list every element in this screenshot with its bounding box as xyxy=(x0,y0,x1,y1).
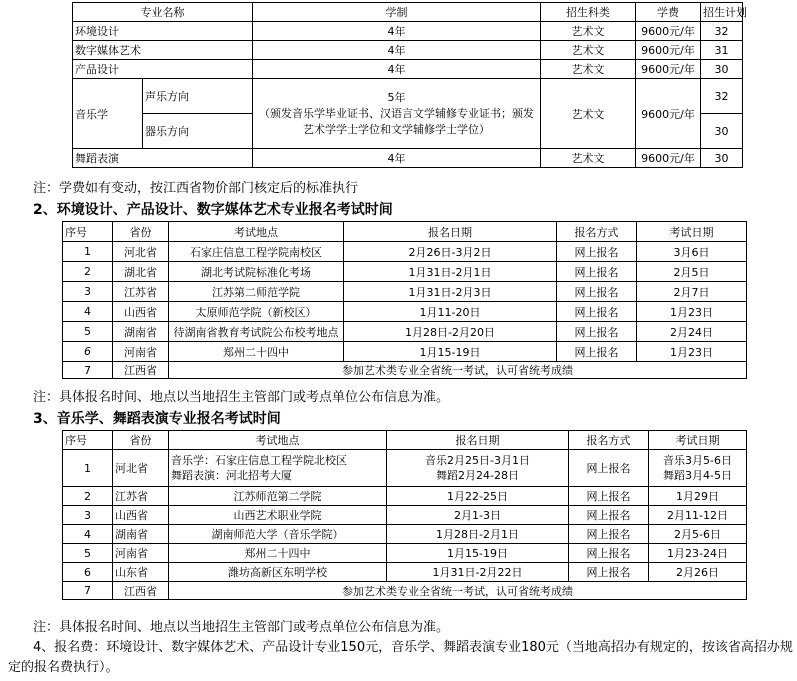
sub-direction: 器乐方向 xyxy=(143,114,253,149)
registration-fee-paragraph: 4、报名费：环境设计、数字媒体艺术、产品设计专业150元，音乐学、舞蹈表演专业180元（当地高招办有规定的，按该省高招办规定的报名费执行）。 xyxy=(8,640,793,675)
reg-date: 2月1-3日 xyxy=(387,506,569,525)
reg-date xyxy=(387,450,569,487)
exam-place: 山西艺术职业学院 xyxy=(169,506,387,525)
plan: 31 xyxy=(701,41,743,60)
exam-place xyxy=(169,450,387,487)
province: 湖北省 xyxy=(113,262,169,282)
row-no: 4 xyxy=(63,302,113,322)
exam-place-music: 音乐学：石家庄信息工程学院北校区 xyxy=(171,454,347,467)
province: 江苏省 xyxy=(113,282,169,302)
exam-date: 2月5日 xyxy=(637,262,747,282)
table-row xyxy=(63,487,747,506)
exam-place: 江苏第二师范学院 xyxy=(169,282,344,302)
table-row xyxy=(73,41,743,60)
reg-method: 网上报名 xyxy=(569,487,649,506)
province: 河北省 xyxy=(113,450,169,487)
header-no: 序号 xyxy=(63,431,113,450)
major-name: 数字媒体艺术 xyxy=(73,41,253,60)
schedule-note: 注：具体报名时间、地点以当地招生主管部门或考点单位公布信息为准。 xyxy=(33,620,450,635)
reg-date: 1月22-25日 xyxy=(387,487,569,506)
table-row xyxy=(73,149,743,168)
header-province: 省份 xyxy=(113,431,169,450)
header-province: 省份 xyxy=(113,222,169,242)
exam-place: 江苏师范第二学院 xyxy=(169,487,387,506)
years-note: 5年 （颁发音乐学毕业证书、汉语言文学辅修专业证书；颁发艺术学学士学位和文学辅修学士学位） xyxy=(253,79,541,149)
reg-method: 网上报名 xyxy=(569,506,649,525)
header-place: 考试地点 xyxy=(169,222,344,242)
exam-schedule-table-music xyxy=(62,430,747,600)
category: 艺术文 xyxy=(541,60,636,79)
table-row xyxy=(63,450,747,487)
category: 艺术文 xyxy=(541,79,636,149)
fee: 9600元/年 xyxy=(636,79,701,149)
exam-place: 湖北考试院标准化考场 xyxy=(169,262,344,282)
fee: 9600元/年 xyxy=(636,41,701,60)
province: 江西省 xyxy=(113,582,169,600)
exam-date: 1月23日 xyxy=(637,302,747,322)
province: 河南省 xyxy=(113,342,169,362)
major-name: 音乐学 xyxy=(73,79,143,149)
header-reg-date: 报名日期 xyxy=(387,431,569,450)
table-row xyxy=(63,242,747,262)
reg-date: 1月28日-2月1日 xyxy=(387,525,569,544)
header-method: 报名方式 xyxy=(557,222,637,242)
table-row xyxy=(73,60,743,79)
category: 艺术文 xyxy=(541,41,636,60)
row-no: 5 xyxy=(63,322,113,342)
years: 4年 xyxy=(253,22,541,41)
row-no: 5 xyxy=(63,544,113,563)
table-row xyxy=(63,506,747,525)
header-reg-date: 报名日期 xyxy=(344,222,557,242)
major-name: 产品设计 xyxy=(73,60,253,79)
fee: 9600元/年 xyxy=(636,60,701,79)
exam-place: 郑州二十四中 xyxy=(169,544,387,563)
header-method: 报名方式 xyxy=(569,431,649,450)
category: 艺术文 xyxy=(541,149,636,168)
exam-place: 郑州二十四中 xyxy=(169,342,344,362)
years: 4年 xyxy=(253,60,541,79)
header-place: 考试地点 xyxy=(169,431,387,450)
row-no: 2 xyxy=(63,262,113,282)
header-exam-date: 考试日期 xyxy=(637,222,747,242)
province: 河北省 xyxy=(113,242,169,262)
header-plan: 招生计划 xyxy=(701,3,743,22)
header-exam-date: 考试日期 xyxy=(649,431,747,450)
province: 山西省 xyxy=(113,302,169,322)
fee-note: 注：学费如有变动，按江西省物价部门核定后的标准执行 xyxy=(33,181,359,196)
majors-table xyxy=(72,2,747,168)
table-row xyxy=(63,322,747,342)
reg-method: 网上报名 xyxy=(557,322,637,342)
plan: 32 xyxy=(701,79,743,114)
row-no: 3 xyxy=(63,282,113,302)
reg-date: 1月11-20日 xyxy=(344,302,557,322)
exam-date: 2月7日 xyxy=(637,282,747,302)
table-header-row xyxy=(63,431,747,450)
fee: 9600元/年 xyxy=(636,149,701,168)
row-no: 7 xyxy=(63,362,113,379)
reg-method: 网上报名 xyxy=(569,525,649,544)
sub-direction: 声乐方向 xyxy=(143,79,253,114)
row-no: 1 xyxy=(63,450,113,487)
exam-place: 湖南师范大学（音乐学院） xyxy=(169,525,387,544)
header-no: 序号 xyxy=(63,222,113,242)
table-row xyxy=(63,302,747,322)
exam-date-music: 音乐3月5-6日 xyxy=(663,454,732,467)
reg-method: 网上报名 xyxy=(569,544,649,563)
table-row xyxy=(63,282,747,302)
table-header-row xyxy=(73,3,743,22)
header-category: 招生科类 xyxy=(541,3,636,22)
row-no: 7 xyxy=(63,582,113,600)
reg-date: 1月28日-2月20日 xyxy=(344,322,557,342)
exam-date: 2月24日 xyxy=(637,322,747,342)
table-row xyxy=(63,262,747,282)
category: 艺术文 xyxy=(541,22,636,41)
row-no: 3 xyxy=(63,506,113,525)
major-name: 环境设计 xyxy=(73,22,253,41)
exam-place: 石家庄信息工程学院南校区 xyxy=(169,242,344,262)
exam-date-dance: 舞蹈3月4-5日 xyxy=(663,469,732,482)
reg-method: 网上报名 xyxy=(557,342,637,362)
exam-place: 待湖南省教育考试院公布校考地点 xyxy=(169,322,344,342)
province: 河南省 xyxy=(113,544,169,563)
exam-date: 1月23日 xyxy=(637,342,747,362)
reg-method: 网上报名 xyxy=(557,242,637,262)
years: 4年 xyxy=(253,149,541,168)
row-no: 6 xyxy=(63,563,113,582)
plan: 30 xyxy=(701,149,743,168)
province: 江西省 xyxy=(113,362,169,379)
province: 江苏省 xyxy=(113,487,169,506)
plan: 32 xyxy=(701,22,743,41)
province: 山西省 xyxy=(113,506,169,525)
table-row xyxy=(73,22,743,41)
reg-date: 1月15-19日 xyxy=(344,342,557,362)
unified-exam-note: 参加艺术类专业全省统一考试，认可省统考成绩 xyxy=(169,362,747,379)
table-row xyxy=(63,342,747,362)
reg-date: 1月31日-2月1日 xyxy=(344,262,557,282)
exam-date: 2月5-6日 xyxy=(649,525,747,544)
reg-method: 网上报名 xyxy=(569,450,649,487)
years: 4年 xyxy=(253,41,541,60)
exam-date: 1月29日 xyxy=(649,487,747,506)
exam-date: 2月26日 xyxy=(649,563,747,582)
exam-place-dance: 舞蹈表演：河北招考大厦 xyxy=(171,469,292,482)
reg-date-music: 音乐2月25日-3月1日 xyxy=(425,454,530,467)
header-years: 学制 xyxy=(253,3,541,22)
table-row xyxy=(63,582,747,600)
reg-method: 网上报名 xyxy=(557,302,637,322)
reg-date: 2月26日-3月2日 xyxy=(344,242,557,262)
exam-place: 太原师范学院（新校区） xyxy=(169,302,344,322)
table-row xyxy=(63,525,747,544)
reg-method: 网上报名 xyxy=(557,262,637,282)
table-header-row xyxy=(63,222,747,242)
plan: 30 xyxy=(701,114,743,149)
reg-method: 网上报名 xyxy=(557,282,637,302)
schedule-note: 注：具体报名时间、地点以当地招生主管部门或考点单位公布信息为准。 xyxy=(33,390,450,405)
reg-method: 网上报名 xyxy=(569,563,649,582)
exam-date: 1月23-24日 xyxy=(649,544,747,563)
table-row xyxy=(63,362,747,379)
exam-date xyxy=(649,450,747,487)
row-no: 6 xyxy=(63,342,113,362)
section-heading-2: 2、环境设计、产品设计、数字媒体艺术专业报名考试时间 xyxy=(33,202,393,218)
exam-place: 潍坊高新区东明学校 xyxy=(169,563,387,582)
row-no: 1 xyxy=(63,242,113,262)
row-no: 4 xyxy=(63,525,113,544)
table-row xyxy=(63,563,747,582)
province: 湖南省 xyxy=(113,322,169,342)
row-no: 2 xyxy=(63,487,113,506)
header-major: 专业名称 xyxy=(73,3,253,22)
header-fee: 学费 xyxy=(636,3,701,22)
major-name: 舞蹈表演 xyxy=(73,149,253,168)
reg-date: 1月31日-2月22日 xyxy=(387,563,569,582)
unified-exam-note: 参加艺术类专业全省统一考试，认可省统考成绩 xyxy=(169,582,747,600)
plan: 30 xyxy=(701,60,743,79)
reg-date-dance: 舞蹈2月24-28日 xyxy=(436,469,519,482)
reg-date: 1月15-19日 xyxy=(387,544,569,563)
exam-date: 2月11-12日 xyxy=(649,506,747,525)
exam-date: 3月6日 xyxy=(637,242,747,262)
fee: 9600元/年 xyxy=(636,22,701,41)
table-row-music xyxy=(73,79,743,114)
province: 山东省 xyxy=(113,563,169,582)
reg-date: 1月31日-2月3日 xyxy=(344,282,557,302)
exam-schedule-table-design xyxy=(62,221,747,379)
table-row xyxy=(63,544,747,563)
section-heading-3: 3、音乐学、舞蹈表演专业报名考试时间 xyxy=(33,411,281,427)
province: 湖南省 xyxy=(113,525,169,544)
